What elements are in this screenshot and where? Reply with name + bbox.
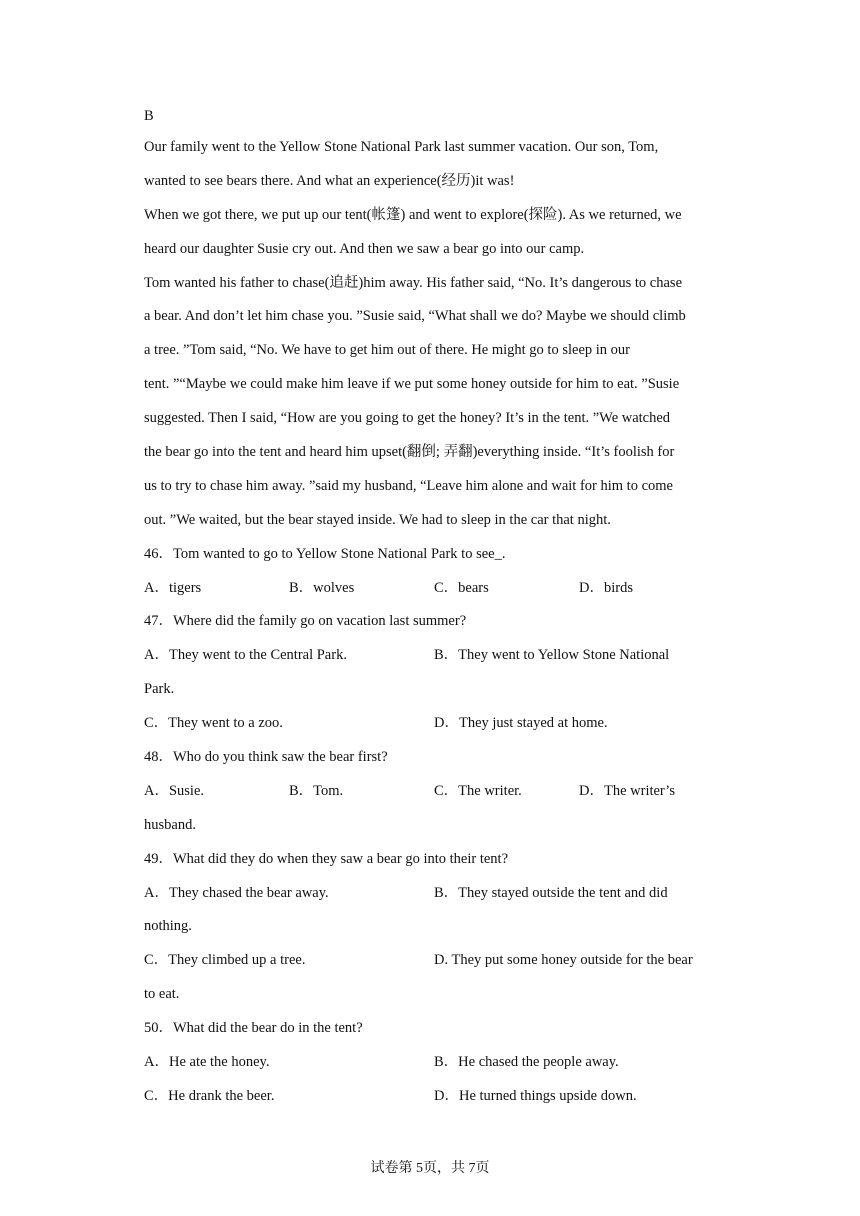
question-stem: 48．Who do you think saw the bear first? <box>144 749 388 766</box>
question-stem: 47．Where did the family go on vacation last summer? <box>144 613 467 630</box>
option-d-continued: husband. <box>144 816 196 833</box>
option-row <box>144 944 724 978</box>
option-a: A．They chased the bear away. <box>144 884 329 901</box>
option-d: D．birds <box>579 579 633 596</box>
option-b: B．He chased the people away. <box>434 1054 619 1071</box>
passage-line: wanted to see bears there. And what an experience(经历)it was! <box>144 172 515 189</box>
reading-passage <box>144 131 724 538</box>
question-50 <box>144 1012 724 1114</box>
option-c: C．bears <box>434 579 489 596</box>
question-stem: 46．Tom wanted to go to Yellow Stone National Park to see_. <box>144 545 506 562</box>
option-b: B．Tom. <box>289 782 344 799</box>
question-47 <box>144 605 724 741</box>
passage-line: out. ”We waited, but the bear stayed inside. We had to sleep in the car that night. <box>144 511 611 528</box>
option-a: A．They went to the Central Park. <box>144 647 347 664</box>
passage-line: Our family went to the Yellow Stone National Park last summer vacation. Our son, Tom, <box>144 139 659 155</box>
option-row <box>144 707 724 741</box>
option-a: A．Susie. <box>144 782 205 799</box>
option-row <box>144 1046 724 1080</box>
option-d: D. They put some honey outside for the bear <box>434 952 693 969</box>
option-b: B．They went to Yellow Stone National <box>434 647 670 664</box>
option-c: C．The writer. <box>434 782 522 799</box>
passage-line: a tree. ”Tom said, “No. We have to get him out of there. He might go to sleep in our <box>144 342 630 359</box>
passage-line: suggested. Then I said, “How are you going to get the honey? It’s in the tent. ”We watched <box>144 410 671 427</box>
option-b-continued: Park. <box>144 681 175 698</box>
question-stem: 50．What did the bear do in the tent? <box>144 1020 363 1037</box>
passage-line: a bear. And don’t let him chase you. ”Susie said, “What shall we do? Maybe we should climb <box>144 308 686 325</box>
question-46 <box>144 538 724 606</box>
option-d: D．The writer’s <box>579 782 675 799</box>
option-d: D．They just stayed at home. <box>434 715 608 732</box>
question-stem: 49．What did they do when they saw a bear go into their tent? <box>144 850 509 867</box>
passage-line: Tom wanted his father to chase(追赶)him away. His father said, “No. It’s dangerous to chase <box>144 274 683 291</box>
passage-line: tent. ”“Maybe we could make him leave if we put some honey outside for him to eat. ”Susie <box>144 376 680 393</box>
reading-section <box>144 101 724 1114</box>
option-c: C．He drank the beer. <box>144 1087 275 1104</box>
page-footer: 试卷第 5页，共 7页 <box>370 1161 490 1176</box>
passage-line: heard our daughter Susie cry out. And then we saw a bear go into our camp. <box>144 240 585 257</box>
option-c: C．They climbed up a tree. <box>144 952 306 969</box>
option-row <box>144 1080 724 1114</box>
option-b: B．wolves <box>289 579 355 596</box>
option-b: B．They stayed outside the tent and did <box>434 884 668 901</box>
option-row <box>144 572 724 606</box>
passage-line: When we got there, we put up our tent(帐篷) and went to explore(探险). As we returned, we <box>144 206 682 223</box>
option-row <box>144 639 724 673</box>
section-label: B <box>144 108 154 124</box>
option-row <box>144 877 724 911</box>
question-49 <box>144 843 724 1012</box>
option-row <box>144 775 724 809</box>
option-a: A．He ate the honey. <box>144 1054 270 1071</box>
option-c: C．They went to a zoo. <box>144 715 283 732</box>
passage-line: the bear go into the tent and heard him upset(翻倒; 弄翻)everything inside. “It’s foolish for <box>144 444 675 461</box>
option-a: A．tigers <box>144 579 202 596</box>
option-d: D．He turned things upside down. <box>434 1087 637 1104</box>
option-d-continued: to eat. <box>144 986 180 1003</box>
question-48 <box>144 741 724 843</box>
passage-line: us to try to chase him away. ”said my husband, “Leave him alone and wait for him to come <box>144 477 673 494</box>
option-b-continued: nothing. <box>144 918 192 935</box>
